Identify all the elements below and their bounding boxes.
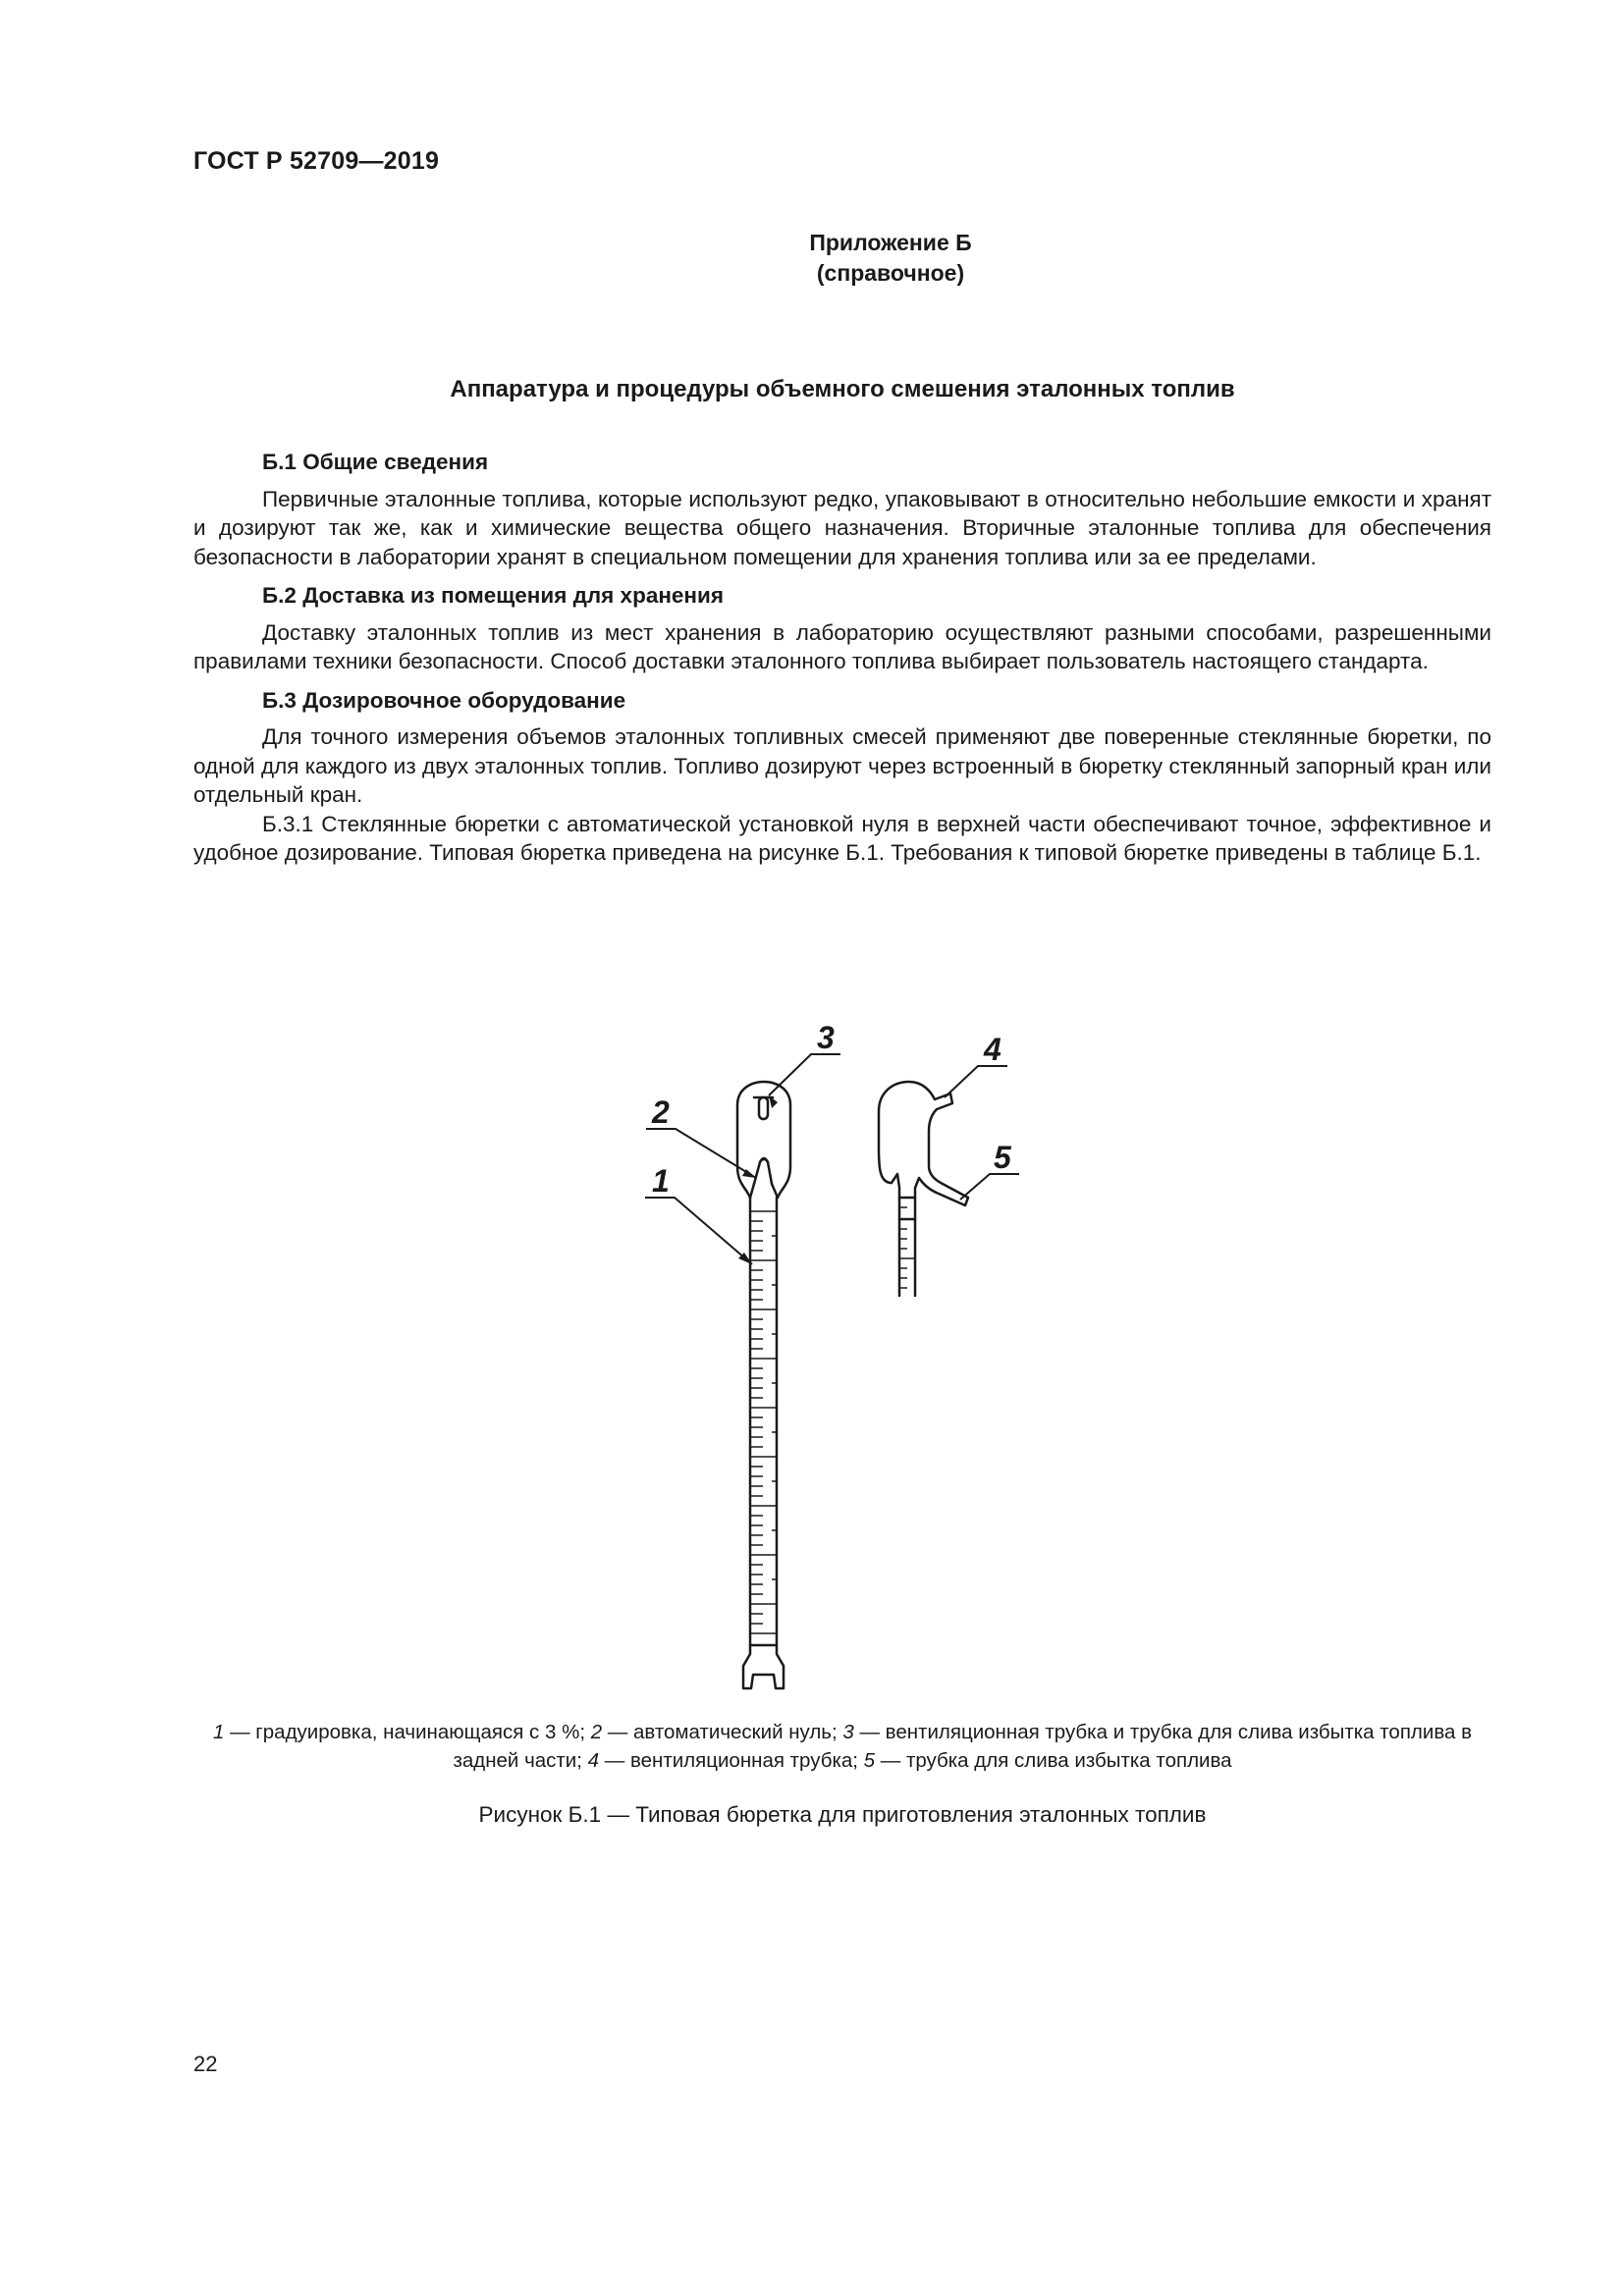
legend-text-5: — трубка для слива избытка топлива xyxy=(875,1749,1232,1772)
body-text xyxy=(193,448,1491,878)
section-b3-paragraph-2: Б.3.1 Стеклянные бюретки с автоматической установкой нуля в верхней части обеспечивают точное, эффективное и удобное дозирование. Типовая бюретка приведена на рисунке Б.1. Требования к типовой бюретке приведены в таблице Б.1. xyxy=(193,811,1491,865)
legend-num-1: 1 xyxy=(213,1721,225,1743)
callout-5: 5 xyxy=(994,1140,1011,1175)
callout-3: 3 xyxy=(817,1020,835,1055)
leader-line-5 xyxy=(960,1174,1019,1200)
section-b3-heading: Б.3 Дозировочное оборудование xyxy=(262,687,626,713)
section-b3-paragraph-1: Для точного измерения объемов эталонных топливных смесей применяют две поверенные стеклянные бюретки, по одной для каждого из двух эталонных топлив. Топливо дозируют через встроенный в бюретку стеклянный запорный кран или отдельный кран. xyxy=(193,724,1491,807)
legend-text-3: — вентиляционная трубка и трубка для слива избытка топлива в задней части; xyxy=(453,1721,1472,1772)
appendix-note: (справочное) xyxy=(816,260,965,286)
figure-legend xyxy=(193,1718,1491,1775)
callout-2: 2 xyxy=(652,1095,670,1130)
automatic-zero-tip xyxy=(754,1159,772,1184)
graduation-scale xyxy=(750,1211,777,1633)
burette-figure xyxy=(628,1011,1080,1698)
vent-tube-top xyxy=(759,1097,768,1119)
callout-1: 1 xyxy=(652,1163,670,1199)
leader-line-3 xyxy=(769,1054,840,1095)
legend-num-2: 2 xyxy=(590,1721,603,1743)
legend-num-4: 4 xyxy=(587,1749,600,1772)
legend-text-2: — автоматический нуль; xyxy=(602,1721,843,1743)
figure-caption: Рисунок Б.1 — Типовая бюретка для приготовления эталонных топлив xyxy=(478,1802,1207,1827)
section-b2-paragraph: Доставку эталонных топлив из мест хранения в лабораторию осуществляют разными способами, разрешенными правилами техники безопасности. Способ доставки эталонного топлива выбирает пользователь настоящего стандарта. xyxy=(193,619,1491,673)
legend-num-3: 3 xyxy=(842,1721,854,1743)
standard-id: ГОСТ Р 52709—2019 xyxy=(193,147,440,175)
section-b1-heading: Б.1 Общие сведения xyxy=(262,450,489,474)
appendix-title: Приложение Б xyxy=(809,230,972,255)
callout-4: 4 xyxy=(984,1032,1001,1067)
section-b1-paragraph: Первичные эталонные топлива, которые используют редко, упаковывают в относительно небольшие емкости и хранят и дозируют так же, как и химические вещества общего назначения. Вторичные эталонные топлива для обеспечения безопасности в лаборатории хранят в специальном помещении для хранения топлива или за ее пределами. xyxy=(193,486,1491,569)
section-b2-heading: Б.2 Доставка из помещения для хранения xyxy=(262,583,724,608)
burette-main-tube xyxy=(743,1198,784,1688)
burette-top-bulb xyxy=(737,1082,790,1198)
legend-num-5: 5 xyxy=(863,1749,876,1772)
page-number: 22 xyxy=(193,2052,218,2076)
leader-line-4 xyxy=(945,1066,1007,1097)
appendix-heading xyxy=(0,228,1624,289)
detail-bulb xyxy=(879,1082,968,1296)
legend-text-1: — градуировка, начинающаяся с 3 %; xyxy=(224,1721,591,1743)
legend-text-4: — вентиляционная трубка; xyxy=(599,1749,864,1772)
main-title: Аппаратура и процедуры объемного смешения эталонных топлив xyxy=(450,376,1235,402)
leader-line-1 xyxy=(645,1198,752,1264)
